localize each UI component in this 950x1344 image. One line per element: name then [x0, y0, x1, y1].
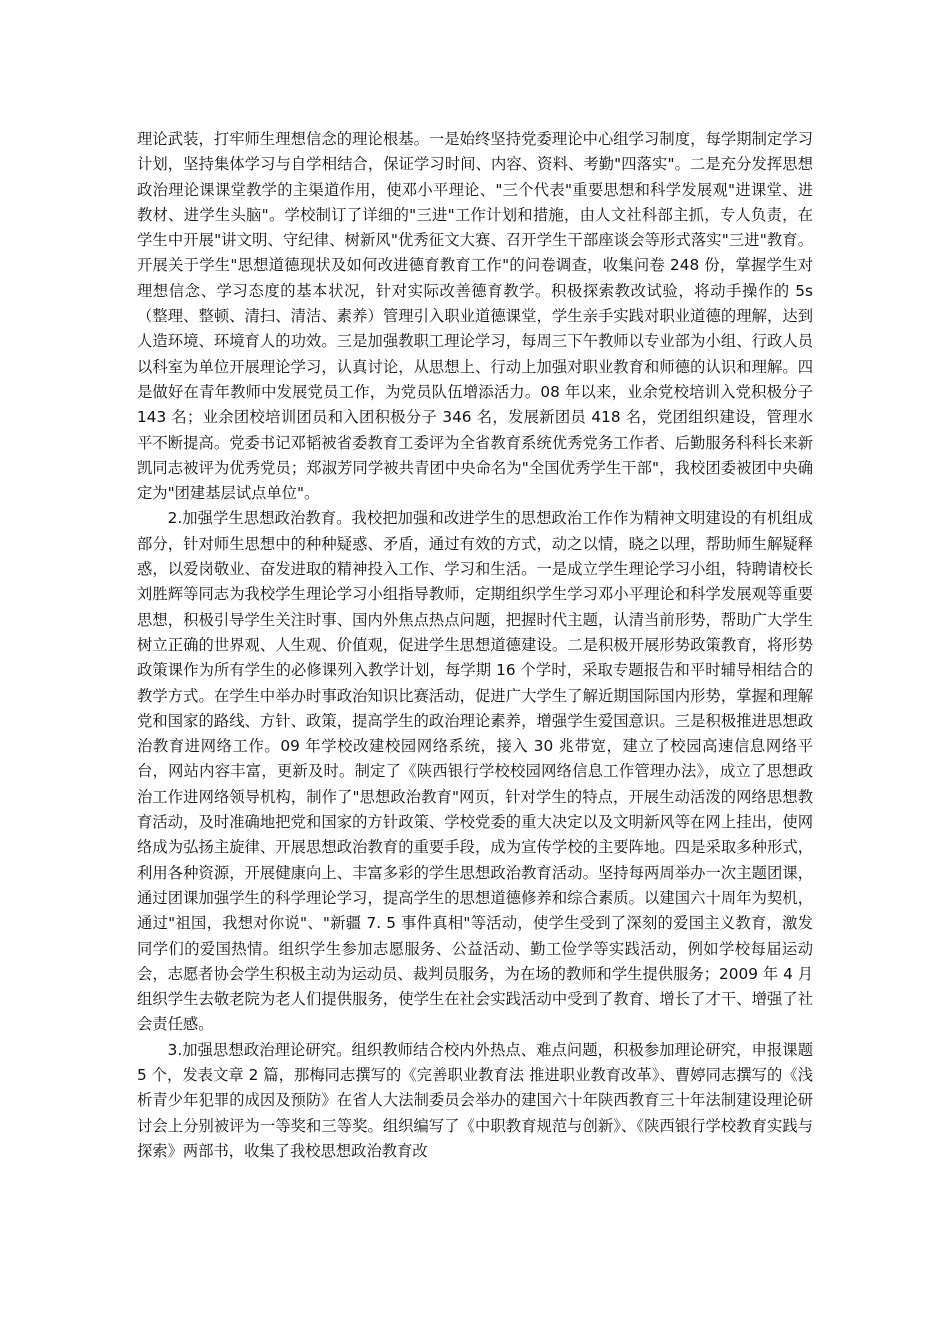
paragraph-theory-study: 理论武装，打牢师生理想信念的理论根基。一是始终坚持党委理论中心组学习制度，每学期制定学习计划，坚持集体学习与自学相结合，保证学习时间、内容、资料、考勤"四落实"。二是充分发挥思想政治理论课课堂教学的主渠道作用，使邓小平理论、"三个代表"重要思想和科学发展观"进课堂、进教材、进学生头脑"。学校制订了详细的"三进"工作计划和措施，由人文社科部主抓，专人负责，在学生中开展"讲文明、守纪律、树新风"优秀征文大赛、召开学生干部座谈会等形式落实"三进"教育。开展关于学生"思想道德现状及如何改进德育教育工作"的问卷调查，收集问卷 248 份，掌握学生对理想信念、学习态度的基本状况，针对实际改善德育教学。积极探索教改试验，将动手操作的 5s（整理、整顿、清扫、清洁、素养）管理引入职业道德课堂，学生亲手实践对职业道德的理解，达到人造环境、环境育人的功效。三是加强教职工理论学习，每周三下午教师以专业部为小组、行政人员以科室为单位开展理论学习，认真讨论，从思想上、行动上加强对职业教育和师德的认识和理解。四是做好在青年教师中发展党员工作，为党员队伍增添活力。08 年以来，业余党校培训入党积极分子 143 名；业余团校培训团员和入团积极分子 346 名，发展新团员 418 名，党团组织建设，管理水平不断提高。党委书记邓韬被省委教育工委评为全省教育系统优秀党务工作者、后勤服务科科长来新凯同志被评为优秀党员；郑淑芳同学被共青团中央命名为"全国优秀学生干部"，我校团委被团中央确定为"团建基层试点单位"。 — [137, 130, 813, 503]
paragraph-theory-research: 3.加强思想政治理论研究。组织教师结合校内外热点、难点问题，积极参加理论研究，申报课题 5 个，发表文章 2 篇，那梅同志撰写的《完善职业教育法 推进职业教育改革》、曹婷同志撰写的《浅析青少年犯罪的成因及预防》在省人大法制委员会举办的建国六十年陕西教育三十年法制建设理论研讨会上分别被评为一等奖和三等奖。组织编写了《中职教育规范与创新》、《陕西银行学校教育实践与探索》两部书，收集了我校思想政治教育改 — [137, 1040, 813, 1160]
paragraph-student-political-education: 2.加强学生思想政治教育。我校把加强和改进学生的思想政治工作作为精神文明建设的有机组成部分，针对师生思想中的种种疑惑、矛盾，通过有效的方式，动之以情，晓之以理，帮助师生解疑释惑，以爱岗敬业、奋发进取的精神投入工作、学习和生活。一是成立学生理论学习小组，特聘请校长刘胜辉等同志为我校学生理论学习小组指导教师，定期组织学生学习邓小平理论和科学发展观等重要思想，积极引导学生关注时事、国内外焦点热点问题，把握时代主题，认清当前形势，帮助广大学生树立正确的世界观、人生观、价值观，促进学生思想道德建设。二是积极开展形势政策教育，将形势政策课作为所有学生的必修课列入教学计划，每学期 16 个学时，采取专题报告和平时辅导相结合的教学方式。在学生中举办时事政治知识比赛活动，促进广大学生了解近期国际国内形势，掌握和理解党和国家的路线、方针、政策，提高学生的政治理论素养，增强学生爱国意识。三是积极推进思想政治教育进网络工作。09 年学校改建校园网络系统，接入 30 兆带宽，建立了校园高速信息网络平台，网站内容丰富，更新及时。制定了《陕西银行学校校园网络信息工作管理办法》，成立了思想政治工作进网络领导机构，制作了"思想政治教育"网页，针对学生的特点，开展生动活泼的网络思想教育活动，及时准确地把党和国家的方针政策、学校党委的重大决定以及文明新风等在网上挂出，使网络成为弘扬主旋律、开展思想政治教育的重要手段，成为宣传学校的主要阵地。四是采取多种形式，利用各种资源，开展健康向上、丰富多彩的学生思想政治教育活动。坚持每两周举办一次主题团课，通过团课加强学生的科学理论学习，提高学生的思想道德修养和综合素质。以建国六十周年为契机，通过"祖国，我想对你说"、"新疆 7. 5 事件真相"等活动，使学生受到了深刻的爱国主义教育，激发同学们的爱国热情。组织学生参加志愿服务、公益活动、勤工俭学等实践活动，例如学校每届运动会，志愿者协会学生积极主动为运动员、裁判员服务，为在场的教师和学生提供服务；2009 年 4 月组织学生去敬老院为老人们提供服务，使学生在社会实践活动中受到了教育、增长了才干、增强了社会责任感。 — [137, 509, 813, 1034]
document-body — [137, 127, 813, 1164]
